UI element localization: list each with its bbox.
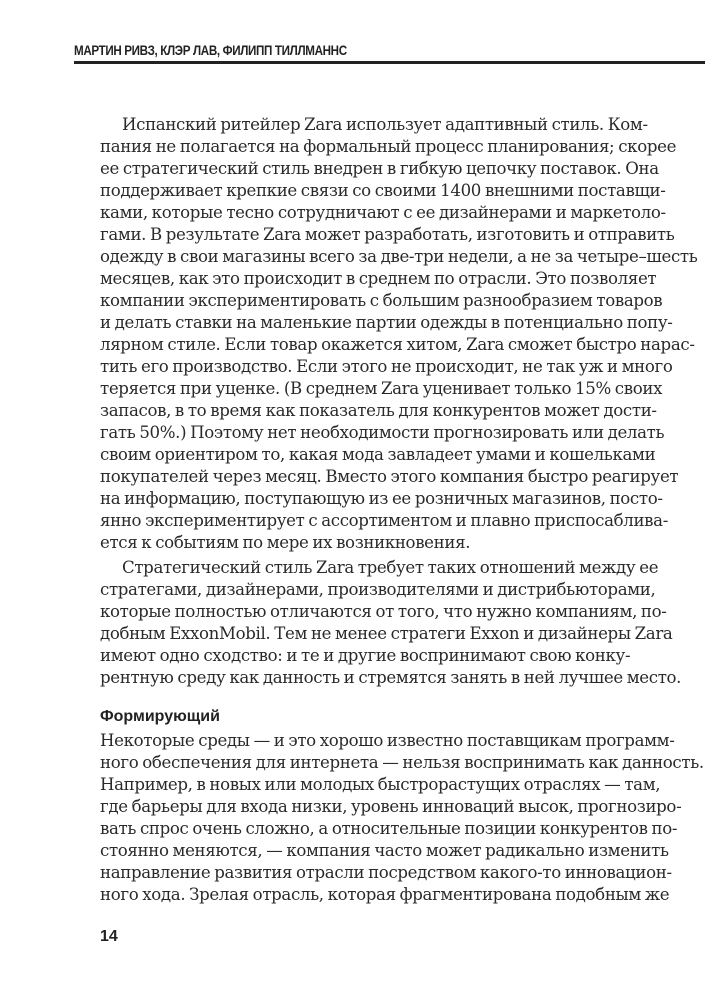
text-line: тить его производство. Если этого не происходит, не так уж и много xyxy=(100,357,673,376)
text-line: лярном стиле. Если товар окажется хитом, Zara сможет быстро нарас- xyxy=(100,335,695,354)
text-line: Стратегический стиль Zara требует таких отношений между ее xyxy=(122,558,659,577)
text-line: ее стратегический стиль внедрен в гибкую цепочку поставок. Она xyxy=(100,159,659,178)
paragraph-3 xyxy=(100,730,704,906)
text-line: ками, которые тесно сотрудничают с ее дизайнерами и маркетоло- xyxy=(100,203,666,222)
text-line: покупателей через месяц. Вместо этого компания быстро реагирует xyxy=(100,467,679,486)
text-line: имеют одно сходство: и те и другие воспринимают свою конку- xyxy=(100,646,631,665)
text-line: ется к событиям по мере их возникновения. xyxy=(100,533,471,552)
text-line: Испанский ритейлер Zara использует адаптивный стиль. Ком- xyxy=(122,115,648,134)
text-line: стратегами, дизайнерами, производителями и дистрибьюторами, xyxy=(100,580,656,599)
text-line: компании экспериментировать с большим разнообразием товаров xyxy=(100,291,663,310)
header-rule xyxy=(74,61,705,64)
text-line: одежду в свои магазины всего за две-три недели, а не за четыре–шесть xyxy=(100,247,698,266)
text-line: и делать ставки на маленькие партии одежды в потенциально попу- xyxy=(100,313,673,332)
text-line: рентную среду как данность и стремятся занять в ней лучшее место. xyxy=(100,668,682,687)
text-line: ного хода. Зрелая отрасль, которая фрагментирована подобным же xyxy=(100,885,670,904)
text-line: стоянно меняются, — компания часто может радикально изменить xyxy=(100,841,669,860)
paragraph-2 xyxy=(100,557,682,689)
paragraph-1 xyxy=(100,114,698,554)
running-header: МАРТИН РИВЗ, КЛЭР ЛАВ, ФИЛИПП ТИЛЛМАННС xyxy=(74,43,347,58)
text-line: гать 50%.) Поэтому нет необходимости прогнозировать или делать xyxy=(100,423,665,442)
text-line: ного обеспечения для интернета — нельзя воспринимать как данность. xyxy=(100,753,704,772)
text-line: направление развития отрасли посредством какого-то инновацион- xyxy=(100,863,672,882)
text-line: теряется при уценке. (В среднем Zara уценивает только 15% своих xyxy=(100,379,663,398)
text-line: гами. В результате Zara может разработать, изготовить и отправить xyxy=(100,225,675,244)
text-line: пания не полагается на формальный процесс планирования; скорее xyxy=(100,137,677,156)
text-line: месяцев, как это происходит в среднем по отрасли. Это позволяет xyxy=(100,269,657,288)
text-line: своим ориентиром то, какая мода завладеет умами и кошельками xyxy=(100,445,656,464)
section-heading: Формирующий xyxy=(100,708,220,725)
text-line: Например, в новых или молодых быстрорастущих отраслях — там, xyxy=(100,775,661,794)
text-line: которые полностью отличаются от того, что нужно компаниям, по- xyxy=(100,602,667,621)
text-line: где барьеры для входа низки, уровень инноваций высок, прогнозиро- xyxy=(100,797,682,816)
text-line: Некоторые среды — и это хорошо известно поставщикам программ- xyxy=(100,731,675,750)
text-line: добным ExxonMobil. Тем не менее стратеги Exxon и дизайнеры Zara xyxy=(100,624,673,643)
text-line: на информацию, поступающую из ее розничных магазинов, посто- xyxy=(100,489,663,508)
text-line: поддерживает крепкие связи со своими 1400 внешними поставщи- xyxy=(100,181,666,200)
text-line: янно экспериментирует с ассортиментом и плавно приспосаблива- xyxy=(100,511,668,530)
text-line: запасов, в то время как показатель для конкурентов может дости- xyxy=(100,401,657,420)
page-number: 14 xyxy=(100,928,118,945)
text-line: вать спрос очень сложно, а относительные позиции конкурентов по- xyxy=(100,819,678,838)
